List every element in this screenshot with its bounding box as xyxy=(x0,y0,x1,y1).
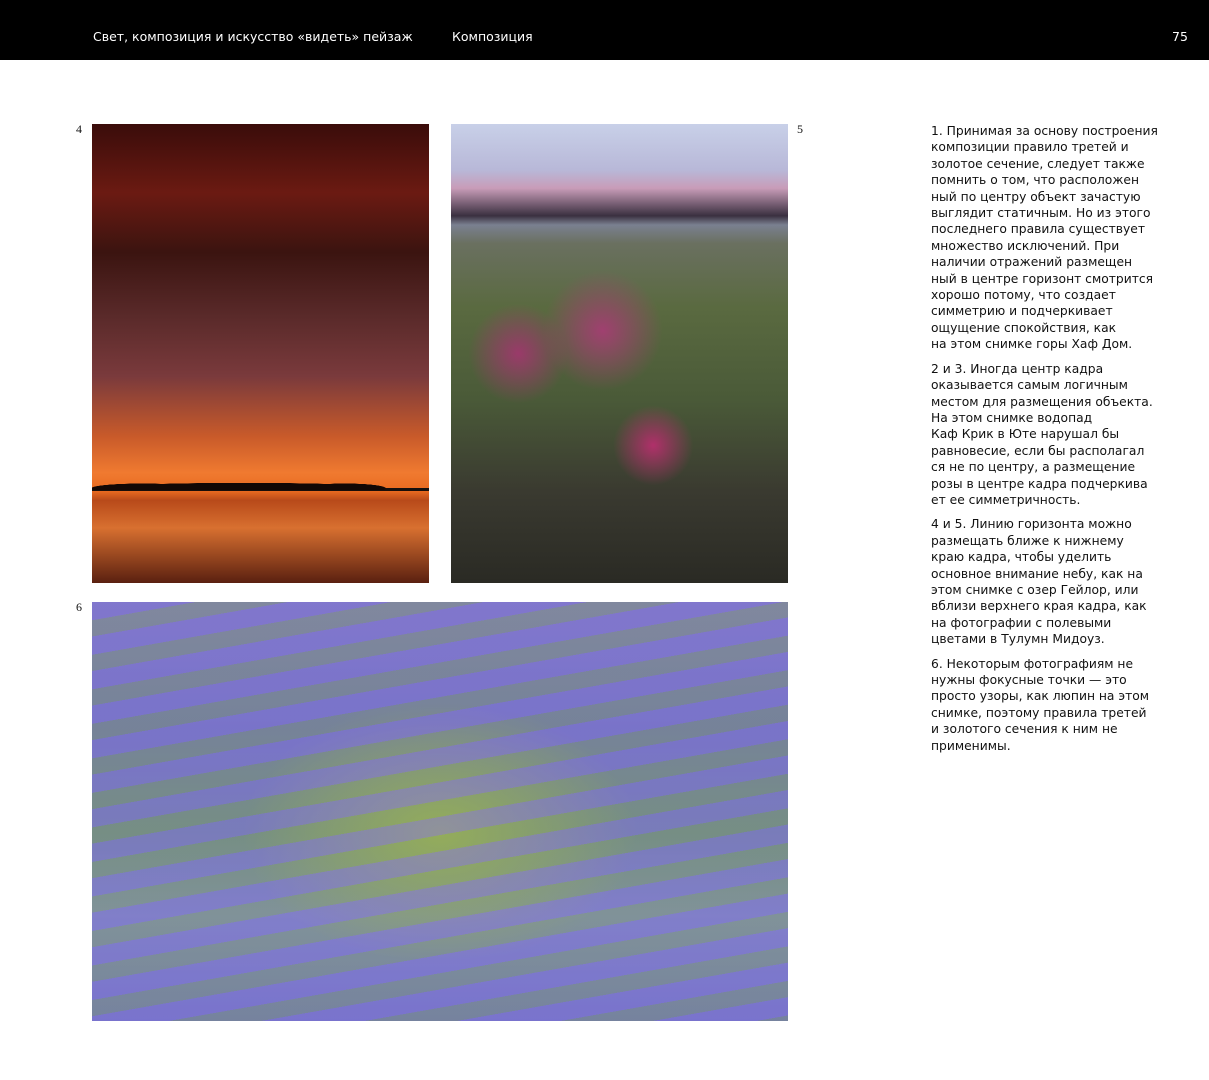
photo-sunset-lake xyxy=(92,124,429,583)
figure-number-5: 5 xyxy=(797,122,803,136)
page-number: 75 xyxy=(1172,29,1188,44)
running-head-chapter: Композиция xyxy=(452,29,533,44)
running-head-book-title: Свет, композиция и искусство «видеть» пейзаж xyxy=(93,29,413,44)
figure-number-6: 6 xyxy=(76,600,82,614)
captions-column xyxy=(931,123,1161,762)
caption-6: 6. Некоторым фотографиям не нужны фокусные точки — это просто узоры, как люпин на этом снимке, поэтому правила третей и золотого сечения к ним не применимы. xyxy=(931,656,1150,753)
caption-1: 1. Принимая за основу построения композиции правило третей и золотое сечение, следует также помнить о том, что расположен ный по центру объект зачастую выглядит статичным. Но из этого последнего правила существует множество исключений. При наличии отражений размещен ный в центре горизонт смотрится хорошо потому, что создает симметрию и подчеркивает ощущение спокойствия, как на этом снимке горы Хаф Дом. xyxy=(931,124,1158,352)
caption-4-5: 4 и 5. Линию горизонта можно размещать ближе к нижнему краю кадра, чтобы уделить основное внимание небу, как на этом снимке с озер Гейлор, или вблизи верхнего края кадра, как на фотографии с полевыми цветами в Тулумн Мидоуз. xyxy=(931,517,1147,647)
caption-2-3: 2 и 3. Иногда центр кадра оказывается самым логичным местом для размещения объекта. На этом снимке водопад Каф Крик в Юте нарушал бы равновесие, если бы располагал ся не по центру, а размещение розы в центре кадра подчеркива ет ее симметричность. xyxy=(931,361,1153,507)
page-header xyxy=(0,0,1209,60)
photo-wildflower-meadow xyxy=(451,124,788,583)
photo-lupine-field xyxy=(92,602,788,1021)
figure-number-4: 4 xyxy=(76,122,82,136)
